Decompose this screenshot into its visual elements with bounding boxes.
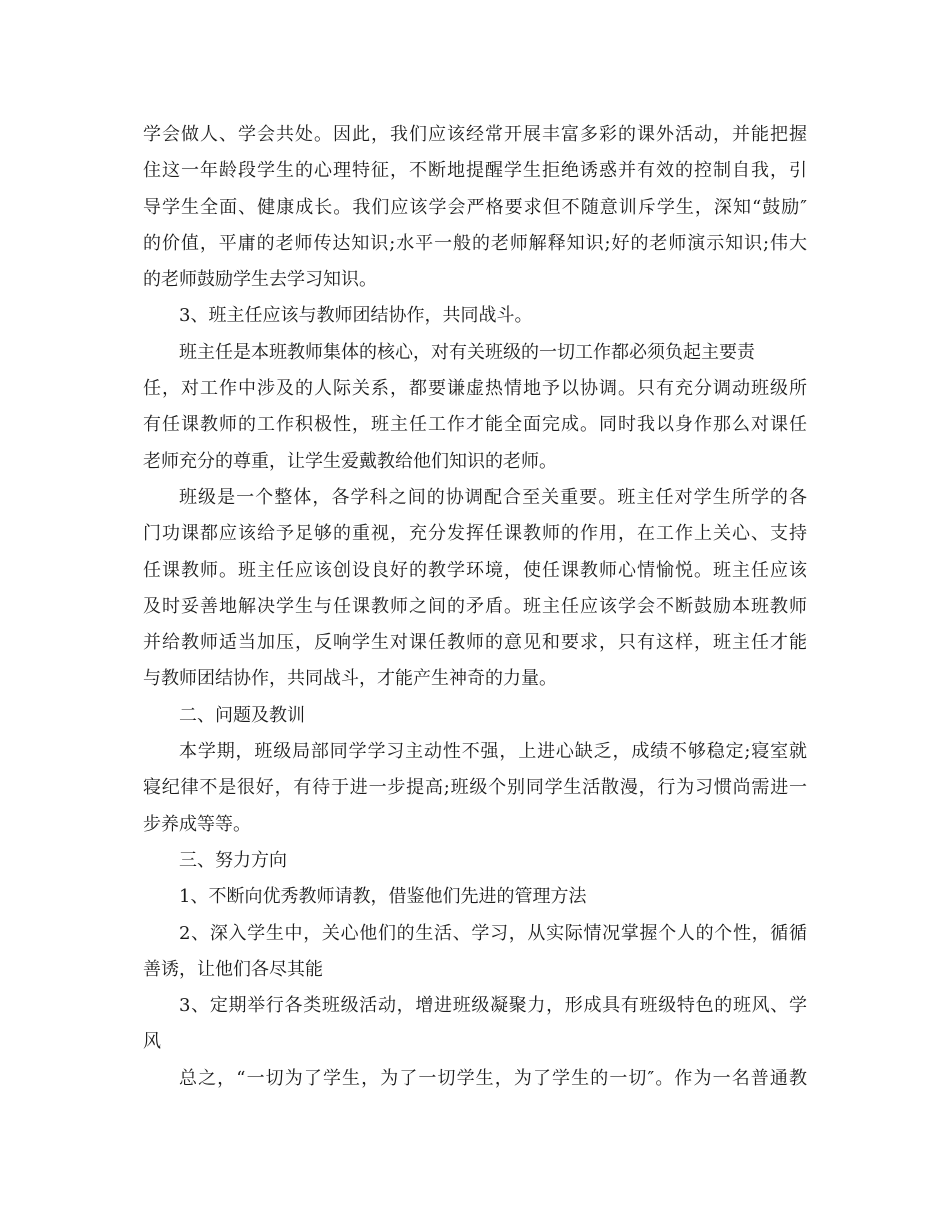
text-line: 寝纪律不是很好，有待于进一步提高;班级个别同学生活散漫，行为习惯尚需进一 [143,777,807,799]
paragraph-4 [143,480,807,698]
text-line: 有任课教师的工作积极性，班主任工作才能全面完成。同时我以身作那么对课任 [143,414,807,436]
text-line: 总之，“一切为了学生，为了一切学生，为了学生的一切″。作为一名普通教 [179,1067,807,1089]
document-body [143,117,807,1097]
section-point-3-heading [143,298,807,334]
paragraph-summary [143,1061,807,1097]
text-line: 3、定期举行各类班级活动，增进班级凝聚力，形成具有班级特色的班风、学 [179,995,807,1017]
list-item-3 [143,988,807,1061]
text-line: 二、问题及教训 [179,704,305,726]
text-line: 任，对工作中涉及的人际关系，都要谦虚热情地予以协调。只有充分调动班级所 [143,378,807,400]
text-line: 风 [143,1031,161,1053]
text-line: 的老师鼓励学生去学习知识。 [143,269,377,291]
text-line: 的价值，平庸的老师传达知识;水平一般的老师解释知识;好的老师演示知识;伟大 [143,232,807,254]
text-line: 导学生全面、健康成长。我们应该学会严格要求但不随意训斥学生，深知“鼓励″ [143,196,807,218]
text-line: 1、不断向优秀教师请教，借鉴他们先进的管理方法 [179,886,587,908]
text-line: 三、努力方向 [179,849,287,871]
text-line: 步养成等等。 [143,813,251,835]
text-line: 班主任是本班教师集体的核心，对有关班级的一切工作都必须负起主要责 [179,341,755,363]
text-line: 3、班主任应该与教师团结协作，共同战斗。 [179,305,533,327]
text-line: 及时妥善地解决学生与任课教师之间的矛盾。班主任应该学会不断鼓励本班教师 [143,595,807,617]
text-line: 住这一年龄段学生的心理特征，不断地提醒学生拒绝诱惑并有效的控制自我，引 [143,160,807,182]
section-2-heading [143,698,807,734]
text-line: 与教师团结协作，共同战斗，才能产生神奇的力量。 [143,668,557,690]
text-line: 任课教师。班主任应该创设良好的教学环境，使任课教师心情愉悦。班主任应该 [143,559,807,581]
list-item-2 [143,916,807,989]
text-line: 老师充分的尊重，让学生爱戴教给他们知识的老师。 [143,450,557,472]
text-line: 本学期，班级局部同学学习主动性不强，上进心缺乏，成绩不够稳定;寝室就 [179,741,807,763]
paragraph-3 [143,335,807,480]
paragraph-1 [143,117,807,298]
list-item-1 [143,879,807,915]
text-line: 2、深入学生中，关心他们的生活、学习，从实际情况掌握个人的个性，循循 [179,922,807,944]
section-3-heading [143,843,807,879]
text-line: 门功课都应该给予足够的重视，充分发挥任课教师的作用，在工作上关心、支持 [143,523,807,545]
text-line: 学会做人、学会共处。因此，我们应该经常开展丰富多彩的课外活动，并能把握 [143,124,807,145]
text-line: 善诱，让他们各尽其能 [143,958,323,980]
paragraph-6 [143,734,807,843]
text-line: 班级是一个整体，各学科之间的协调配合至关重要。班主任对学生所学的各 [179,486,807,508]
text-line: 并给教师适当加压，反响学生对课任教师的意见和要求，只有这样，班主任才能 [143,632,807,654]
